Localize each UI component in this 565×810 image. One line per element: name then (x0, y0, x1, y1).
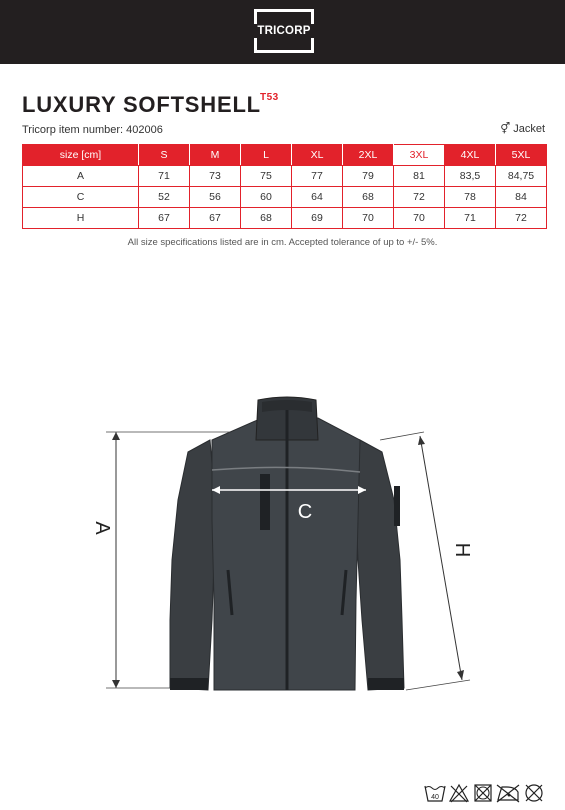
table-cell: 73 (190, 166, 241, 187)
size-header-cell: M (190, 145, 241, 166)
label-c: C (297, 501, 313, 523)
table-cell: 78 (445, 187, 496, 208)
gender-label: ⚥ Jacket (500, 122, 545, 135)
size-header-cell: size [cm] (23, 145, 139, 166)
svg-text:40: 40 (431, 794, 439, 801)
table-cell: 67 (139, 208, 190, 229)
size-header-cell: L (241, 145, 292, 166)
no-dry-clean-icon (526, 785, 542, 801)
label-h: H (451, 542, 473, 558)
wash-40-icon (425, 786, 445, 801)
table-cell: 81 (394, 166, 445, 187)
table-cell: 70 (343, 208, 394, 229)
table-row (23, 208, 547, 229)
table-cell: 84 (496, 187, 547, 208)
table-cell: 60 (241, 187, 292, 208)
label-a: A (91, 521, 113, 535)
header-bar (0, 0, 565, 64)
care-symbols (424, 782, 546, 804)
table-cell: 70 (394, 208, 445, 229)
table-cell: 69 (292, 208, 343, 229)
item-number: Tricorp item number: 402006 (22, 124, 163, 136)
size-header-cell: XL (292, 145, 343, 166)
size-header-cell-highlighted: 3XL (394, 145, 445, 166)
row-label: A (23, 166, 139, 187)
tolerance-note: All size specifications listed are in cm. Accepted tolerance of up to +/- 5%. (127, 237, 438, 248)
table-cell: 71 (445, 208, 496, 229)
size-header-cell: 4XL (445, 145, 496, 166)
product-code: T53 (260, 92, 279, 103)
table-cell: 72 (394, 187, 445, 208)
table-cell: 67 (190, 208, 241, 229)
table-row (23, 166, 547, 187)
row-label: C (23, 187, 139, 208)
jacket-measurement-diagram (0, 380, 565, 720)
iron-low-icon (497, 785, 519, 802)
brand-logo (254, 9, 314, 53)
jacket-illustration (170, 397, 404, 690)
size-header-cell: S (139, 145, 190, 166)
size-table-header (23, 145, 547, 166)
size-header-cell: 2XL (343, 145, 394, 166)
table-cell: 52 (139, 187, 190, 208)
table-cell: 77 (292, 166, 343, 187)
size-table (22, 144, 547, 229)
table-cell: 68 (343, 187, 394, 208)
no-bleach-icon (450, 785, 468, 802)
table-cell: 84,75 (496, 166, 547, 187)
table-cell: 75 (241, 166, 292, 187)
table-cell: 83,5 (445, 166, 496, 187)
table-cell: 71 (139, 166, 190, 187)
table-row (23, 187, 547, 208)
table-cell: 56 (190, 187, 241, 208)
table-cell: 79 (343, 166, 394, 187)
product-title: LUXURY SOFTSHELL (22, 92, 261, 117)
no-tumble-dry-icon (475, 785, 491, 801)
table-cell: 72 (496, 208, 547, 229)
brand-logo-text: TRICORP (257, 25, 311, 37)
table-cell: 64 (292, 187, 343, 208)
row-label: H (23, 208, 139, 229)
unisex-icon: ⚥ (500, 122, 511, 135)
size-header-cell: 5XL (496, 145, 547, 166)
table-cell: 68 (241, 208, 292, 229)
